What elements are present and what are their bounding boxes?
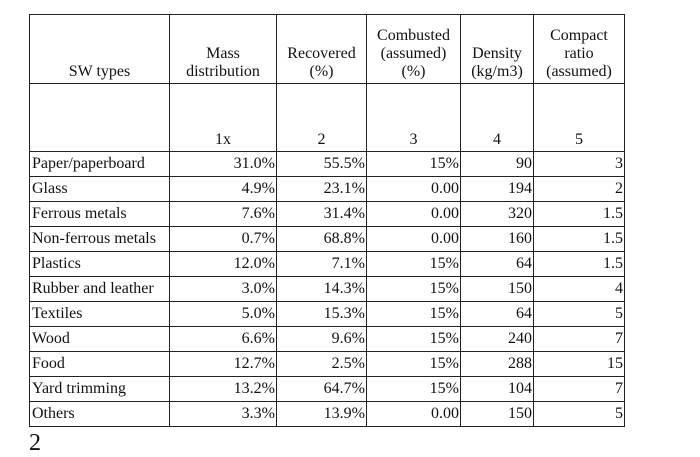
header-line: Recovered: [287, 45, 356, 62]
cell-mass-distribution: 3.3%: [170, 402, 277, 427]
cell-recovered: 13.9%: [277, 402, 367, 427]
cell-recovered: 2.5%: [277, 352, 367, 377]
table-row: [30, 302, 625, 327]
cell-compact-ratio: 2: [534, 177, 625, 202]
header-line: (assumed): [380, 45, 447, 62]
column-number: 4: [461, 84, 534, 152]
cell-combusted: 0.00: [367, 402, 461, 427]
row-label: Ferrous metals: [30, 202, 170, 227]
cell-density: 150: [461, 402, 534, 427]
column-number-row: [30, 84, 625, 152]
cell-density: 160: [461, 227, 534, 252]
column-number: 5: [534, 84, 625, 152]
row-label: Food: [30, 352, 170, 377]
row-label: Textiles: [30, 302, 170, 327]
table-row: [30, 277, 625, 302]
header-compact-ratio: [534, 15, 625, 84]
cell-combusted: 0.00: [367, 227, 461, 252]
cell-compact-ratio: 4: [534, 277, 625, 302]
cell-compact-ratio: 7: [534, 377, 625, 402]
cell-compact-ratio: 1.5: [534, 202, 625, 227]
table-row: [30, 202, 625, 227]
cell-compact-ratio: 5: [534, 302, 625, 327]
header-recovered: [277, 15, 367, 84]
header-density: [461, 15, 534, 84]
table-row: [30, 377, 625, 402]
column-number: [30, 84, 170, 152]
cell-density: 320: [461, 202, 534, 227]
cell-combusted: 15%: [367, 327, 461, 352]
cell-mass-distribution: 6.6%: [170, 327, 277, 352]
cell-compact-ratio: 7: [534, 327, 625, 352]
header-line: (%): [309, 63, 334, 80]
row-label: Others: [30, 402, 170, 427]
table-row: [30, 177, 625, 202]
cell-mass-distribution: 12.0%: [170, 252, 277, 277]
header-mass-distribution: [170, 15, 277, 84]
footnote: 2: [29, 430, 41, 456]
row-label: Wood: [30, 327, 170, 352]
cell-density: 64: [461, 302, 534, 327]
cell-density: 288: [461, 352, 534, 377]
cell-compact-ratio: 5: [534, 402, 625, 427]
cell-mass-distribution: 3.0%: [170, 277, 277, 302]
cell-compact-ratio: 3: [534, 152, 625, 177]
cell-recovered: 7.1%: [277, 252, 367, 277]
cell-compact-ratio: 1.5: [534, 252, 625, 277]
cell-recovered: 9.6%: [277, 327, 367, 352]
header-line: Combusted: [377, 27, 450, 44]
cell-combusted: 0.00: [367, 177, 461, 202]
cell-combusted: 15%: [367, 252, 461, 277]
cell-density: 240: [461, 327, 534, 352]
cell-compact-ratio: 1.5: [534, 227, 625, 252]
header-row: [30, 15, 625, 84]
header-line: Mass: [206, 45, 240, 62]
row-label: Rubber and leather: [30, 277, 170, 302]
column-number: 2: [277, 84, 367, 152]
cell-combusted: 15%: [367, 302, 461, 327]
cell-recovered: 68.8%: [277, 227, 367, 252]
cell-mass-distribution: 4.9%: [170, 177, 277, 202]
cell-mass-distribution: 0.7%: [170, 227, 277, 252]
cell-density: 90: [461, 152, 534, 177]
cell-recovered: 64.7%: [277, 377, 367, 402]
table-row: [30, 327, 625, 352]
table-row: [30, 252, 625, 277]
cell-mass-distribution: 13.2%: [170, 377, 277, 402]
cell-mass-distribution: 31.0%: [170, 152, 277, 177]
row-label: Plastics: [30, 252, 170, 277]
header-line: (kg/m3): [471, 63, 523, 80]
table-row: [30, 152, 625, 177]
cell-density: 64: [461, 252, 534, 277]
header-combusted: [367, 15, 461, 84]
cell-combusted: 0.00: [367, 202, 461, 227]
cell-combusted: 15%: [367, 277, 461, 302]
solid-waste-table: [29, 14, 625, 427]
column-number: 3: [367, 84, 461, 152]
cell-combusted: 15%: [367, 377, 461, 402]
header-sw-types: [30, 15, 170, 84]
header-line: (assumed): [546, 63, 612, 80]
cell-recovered: 55.5%: [277, 152, 367, 177]
cell-combusted: 15%: [367, 152, 461, 177]
header-line: Density: [472, 45, 522, 62]
header-line: Compact: [550, 27, 608, 44]
table-row: [30, 227, 625, 252]
cell-recovered: 23.1%: [277, 177, 367, 202]
header-line: SW types: [68, 63, 131, 80]
cell-recovered: 15.3%: [277, 302, 367, 327]
row-label: Yard trimming: [30, 377, 170, 402]
cell-compact-ratio: 15: [534, 352, 625, 377]
header-line: (%): [401, 63, 426, 80]
cell-mass-distribution: 7.6%: [170, 202, 277, 227]
cell-mass-distribution: 5.0%: [170, 302, 277, 327]
cell-density: 194: [461, 177, 534, 202]
table-row: [30, 402, 625, 427]
cell-combusted: 15%: [367, 352, 461, 377]
cell-recovered: 14.3%: [277, 277, 367, 302]
column-number: 1x: [170, 84, 277, 152]
header-line: distribution: [186, 63, 260, 80]
cell-density: 104: [461, 377, 534, 402]
cell-recovered: 31.4%: [277, 202, 367, 227]
row-label: Glass: [30, 177, 170, 202]
cell-density: 150: [461, 277, 534, 302]
row-label: Paper/paperboard: [30, 152, 170, 177]
row-label: Non-ferrous metals: [30, 227, 170, 252]
cell-mass-distribution: 12.7%: [170, 352, 277, 377]
table-row: [30, 352, 625, 377]
header-line: ratio: [564, 45, 594, 62]
